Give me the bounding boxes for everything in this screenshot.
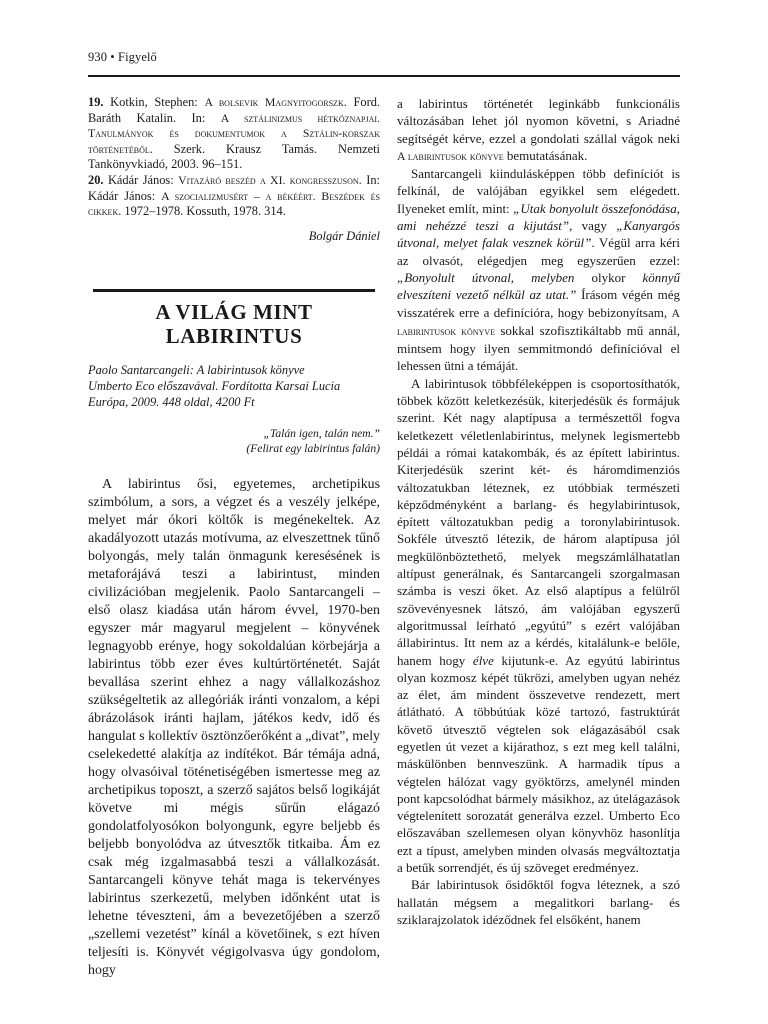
motto-quote: „Talán igen, talán nem.” [263,427,380,441]
book-title: Vitazáró beszéd a XI. kongresszuson [178,172,359,187]
text-run: Kotkin, Stephen: [103,95,205,109]
text-run: A labirintusok többféleképpen is csoportosíthatók, többek között keletkezésük, kiterjedésük és formájuk szerint. Két nagy alaptípusa a természettől fogva keletkezett véletlenlabirintus, melynek legismertebb példái a római katakombák, és az épített labirintus. Kiterjedésük szerint két- és háromdimenziós változatukban léteznek, ez utóbbiak természeti képződményként a barlang- és hegylabirintusok, épített változatukban pedig a toronylabirintusok. Sokféle útvesztő létezik, de három alaptípusa jól megkülönböztethető, melyek megszámlálhatatlan altípust generálnak, és Santarcangeli szorgalmasan számba is veszi őket. Az első alaptípus a felülről szövevényesnek látszó, ám valójában egyszerű algoritmussal leírható „egyútú” s ezért valójában állabirintus. Itt nem az a kérdés, kitalálunk-e belőle, hanem hogy [397,375,680,668]
bib-line: Umberto Eco előszavával. Fordította Karsai Lucia [88,379,341,394]
body-paragraph: A labirintus ősi, egyetemes, archetipikus szimbólum, a sors, a végzet és a veszély jelképe, melyet már ókori költők is megénekeltek. Az akadályozott utazás motívuma, az elveszettnek tűnő bolyongás, mely talán önmagunk keresésének is metaforájává teszi a labirintust, minden civilizációban megjelenik. Paolo Santarcangeli – első olasz kiadása után három évvel, 1970-ben egyszer már magyarul megjelent – könyvének legnagyobb erénye, hogy sokoldalúan körbejárja a labirintus több ezer éves kultúrtörténetét. Saját bevallása szerint ehhez a nagy vállalkozáshoz szükségeltetik az allegóriák iránti vonzalom, a képi ábrázolások iránti hajlam, játékos kedv, idő és hangulat s kollektív ösztönzőerőként a „divat”, mely cselekedetté alakítja az indítékot. Bár témája adná, hogy olvasóival töténetiségében ismertesse meg az archetipikus toposzt, a szerző sajátos belső logikáját követve mi mégis sűrűn elágazó gondolatfolyosókon bolyongunk, egyre beljebb és beljebb bonyolódva az útvesztők titkaiba. Ám ez csak még izgalmasabbá teszi a vállalkozását. Santarcangeli könyve tehát maga is tekervényes labirintus szerkezetű, melyben időnként utat is lehetne téveszteni, ám a bevezetőjében a szerző „szellemi vezetést” kínál a követőinek, s ezt híven teljesíti is. Könyvét végigolvasva úgy gondolom, hogy [88,477,381,979]
book-title: A bolsevik Magnyitogorszk [204,95,344,109]
bibliographic-info [88,362,380,410]
text-run: , vagy [569,218,617,234]
book-title: A labirintusok könyve [397,148,504,163]
footnotes [88,95,380,220]
text-run: Írásom végén még visszatérek erre a definícióra, hogy bebizonyítsam, [397,287,680,320]
book-title: A sztálinizmus hétköznapjai. Tanulmányok és dokumentumok a Sztálin-korszak történetéből [88,110,380,156]
review-divider [93,289,375,292]
body-paragraph [397,95,680,165]
emphasis-text: élve [472,652,494,668]
text-run: Santarcangeli kiindulásképpen több definíciót is felkínál, de valójában egyikkel sem elégedett. Ilyeneket említ, mint: [397,166,680,216]
header-separator: • [110,50,115,64]
page-number: 930 [88,50,108,64]
running-header [88,50,157,65]
emphasis-text: „Bonyolult útvonal, melyben [397,269,575,285]
right-column [397,95,680,928]
text-run: kijutunk-e. Az egyútú labirintus olyan kozmosz képét tükrözi, amelyben ugyan nehéz az élet, ám mindent összevetve rendezett, mert átlátható. A többútúak közé tartozó, fastruktúrát követő útvesztő végtelen sok elágazásából csak egyetlen út vezet a kijárathoz, s ezt meg kell találni, máskülönben bennveszünk. A harmadik típus a végtelen hálózat vagy gyöktörzs, amelynél minden pont kapcsolódhat bármely másikhoz, az útelágazások végtelenített sorozatát generálva ezzel. Umberto Eco előszavában szellemesen olyan könyvhöz hasonlítja ezt a típust, amelyben minden olvasás megváltoztatja a betűk sorrendjét, és új szöveget eredményez. [397,652,680,876]
left-column [88,95,380,980]
emphasis-text: „Kanyargós útvonal, melyet falak vesznek körül” [397,218,680,251]
text-run: . 1972–1978. Kossuth, 1978. 314. [118,204,286,219]
footnote [88,173,380,220]
text-run: a labirintus történetét leginkább funkcionális változásában lehet jól nyomon követni, s Ariadné segítségét kérve, ezzel a gondolati szállal vágok neki [397,96,680,146]
text-run: sokkal szofisztikáltabb mű annál, mintsem hogy ilyen semmitmondó definícióval el lehessen ütni a témáját. [397,322,680,374]
footnote-number: 20. [88,172,104,187]
emphasis-text: könnyű elveszíteni vezető nélkül az utat.” [397,269,680,303]
text-run: . Ford. Baráth Katalin. In: [88,95,381,125]
text-run: olykor [574,269,643,285]
body-paragraph [397,876,680,928]
motto-source: (Felirat egy labirintus falán) [246,442,380,456]
bib-line: Paolo Santarcangeli: A labirintusok könyve [88,363,305,378]
text-run: . Végül arra kéri az olvasót, elégedjen meg egyszerűen ezzel: [397,235,681,268]
text-run: . Szerk. Krausz Tamás. Nemzeti Tankönyvkiadó, 2003. 96–151. [88,141,380,172]
emphasis-text: „Utak bonyolult összefonódása, ami nehézzé teszi a kijutást” [397,200,680,234]
motto [88,426,380,456]
book-title: A szocializmusért – a békéért. Beszédek és cikkek [88,188,380,219]
footnote [88,95,380,173]
author-signature: Bolgár Dániel [308,228,380,243]
text-run: bemutatásának. [503,147,588,163]
review-title: A VILÁG MINT LABIRINTUS [155,300,313,349]
footnote-number: 19. [88,95,104,109]
bib-line: Európa, 2009. 448 oldal, 4200 Ft [88,395,255,410]
text-run: Bár labirintusok ősidőktől fogva léteznek, a szó hallatán mégsem a megalitkori barlang- és sziklarajzolatok idéződnek fel elsőként, hanem [397,877,680,927]
text-run: Kádár János: [103,172,179,187]
body-paragraph [397,165,680,375]
body-paragraph [397,375,680,877]
text-run: . In: Kádár János: [88,172,380,203]
header-rule [88,75,680,77]
section-name: Figyelő [118,50,157,64]
book-title: A labirintusok könyve [397,305,680,338]
